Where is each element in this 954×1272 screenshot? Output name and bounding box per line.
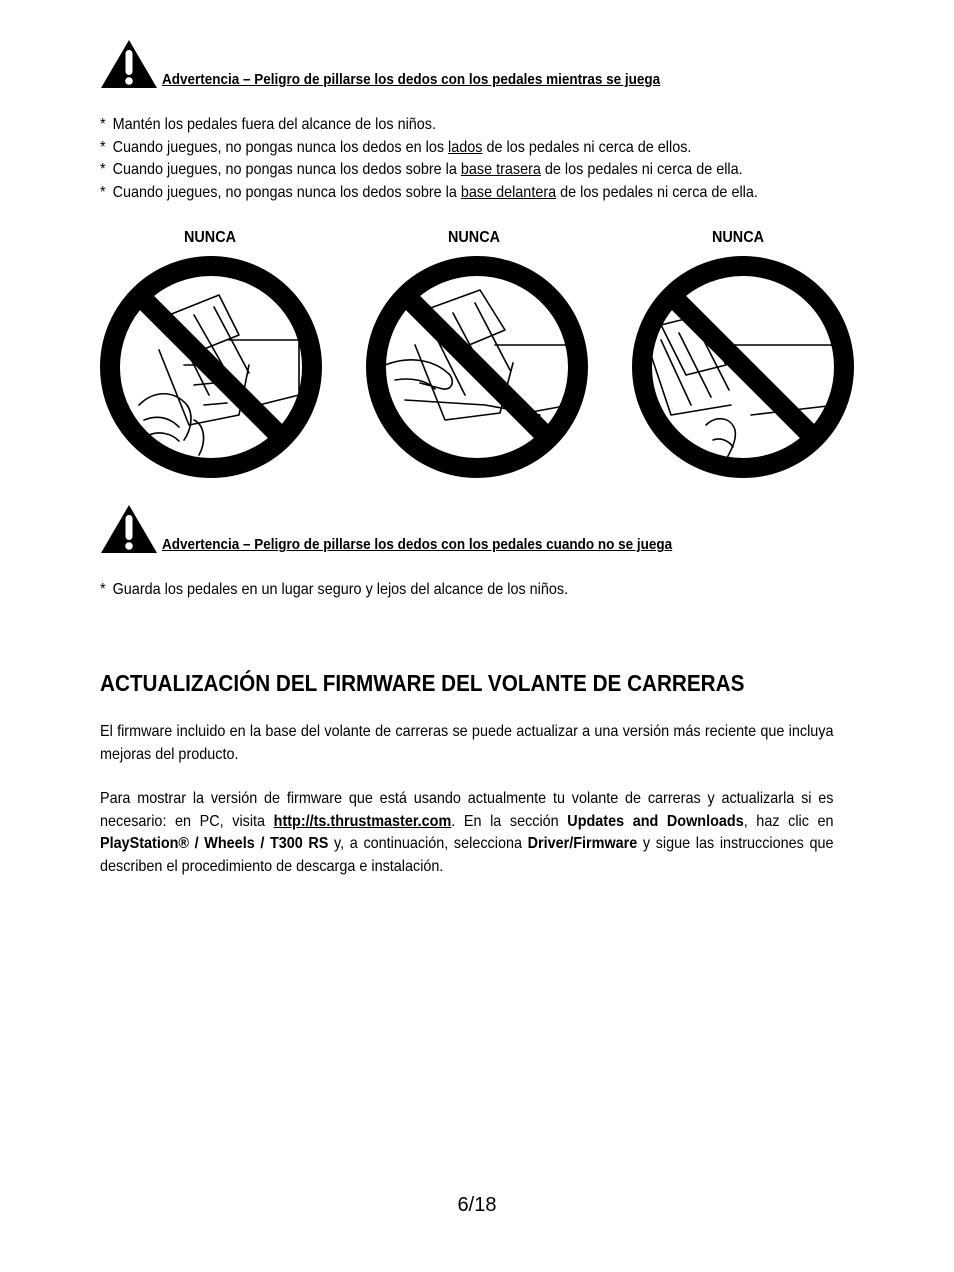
prohibited-fingers-front-base-illustration: [631, 255, 855, 479]
warning-title-1: Advertencia – Peligro de pillarse los dedos con los pedales mientras se juega: [162, 71, 661, 88]
warning-heading-1: [100, 39, 716, 89]
warning-heading-2: [100, 504, 729, 554]
figure-label-2: NUNCA: [448, 229, 501, 246]
warning-triangle-icon: [100, 504, 158, 554]
figure-label-3: NUNCA: [712, 229, 765, 246]
warning-triangle-icon: [100, 39, 158, 89]
warning-list-1: [100, 114, 831, 204]
section-title: ACTUALIZACIÓN DEL FIRMWARE DEL VOLANTE DE CARRERAS: [100, 670, 745, 696]
list-item: * Mantén los pedales fuera del alcance de los niños.: [100, 116, 437, 133]
list-item: * Guarda los pedales en un lugar seguro y lejos del alcance de los niños.: [100, 581, 569, 598]
firmware-instructions-paragraph: Para mostrar la versión de firmware que está usando actualmente tu volante de carreras y actualizarla si es necesario: en PC, visita http://ts.thrustmaster.com. En la sección Updates and Downloads, haz clic en PlayStation® / Wheels / T300 RS y, a continuación, selecciona Driver/Firmware y sigue las instrucciones que describen el procedimiento de descarga e instalación.: [100, 790, 834, 875]
warning-title-2: Advertencia – Peligro de pillarse los dedos con los pedales cuando no se juega: [162, 536, 673, 553]
list-item: * Cuando juegues, no pongas nunca los dedos sobre la base delantera de los pedales ni cerca de ella.: [100, 183, 758, 201]
warning-list-2: [100, 579, 620, 602]
thrustmaster-link[interactable]: http://ts.thrustmaster.com: [273, 812, 452, 830]
list-item: * Cuando juegues, no pongas nunca los dedos en los lados de los pedales ni cerca de ellos.: [100, 138, 692, 156]
firmware-intro-paragraph: El firmware incluido en la base del volante de carreras se puede actualizar a una versión más reciente que incluya mejoras del producto.: [100, 723, 834, 763]
prohibited-fingers-side-illustration: [99, 255, 323, 479]
figure-label-1: NUNCA: [184, 229, 237, 246]
prohibited-fingers-rear-base-illustration: [365, 255, 589, 479]
list-item: * Cuando juegues, no pongas nunca los dedos sobre la base trasera de los pedales ni cerca de ella.: [100, 161, 743, 178]
page-number: 6/18: [457, 1194, 497, 1216]
